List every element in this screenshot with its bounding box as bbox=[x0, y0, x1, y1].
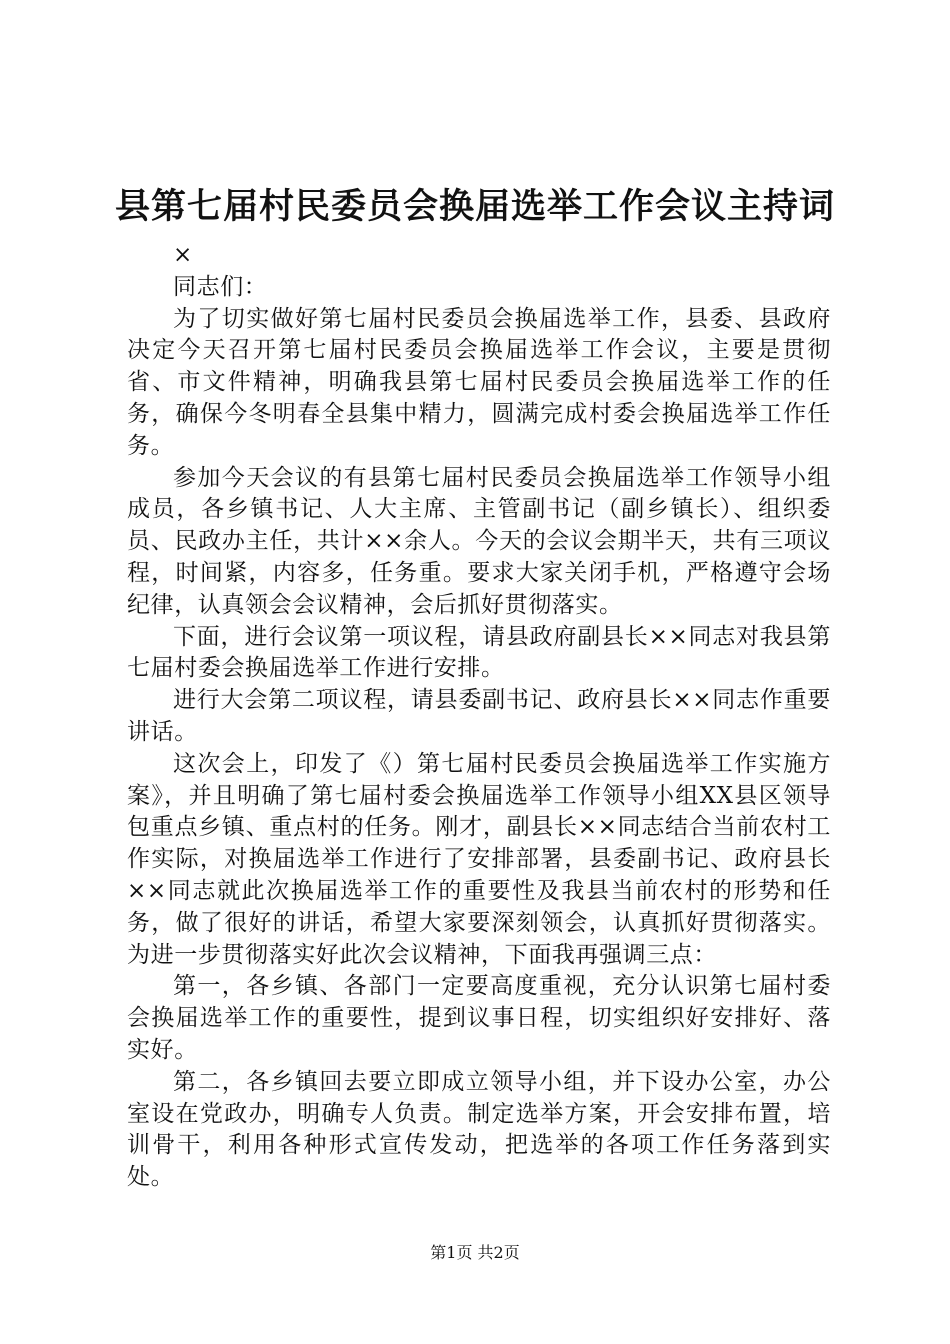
paragraph-summary: 这次会上，印发了《）第七届村民委员会换届选举工作实施方案》，并且明确了第七届村委会换届选举工作领导小组XX县区领导包重点乡镇、重点村的任务。刚才，副县长××同志结合当前农村工作实际，对换届选举工作进行了安排部署，县委副书记、政府县长××同志就此次换届选举工作的重要性及我县当前农村的形势和任务，做了很好的讲话，希望大家要深刻领会，认真抓好贯彻落实。为进一步贯彻落实好此次会议精神，下面我再强调三点： bbox=[127, 750, 831, 968]
paragraph-point-1: 第一，各乡镇、各部门一定要高度重视，充分认识第七届村委会换届选举工作的重要性，提到议事日程，切实组织好安排好、落实好。 bbox=[127, 973, 831, 1063]
document-title: 县第七届村民委员会换届选举工作会议主持词 bbox=[114, 187, 835, 227]
paragraph-opening: 为了切实做好第七届村民委员会换届选举工作，县委、县政府决定今天召开第七届村民委员会换届选举工作会议，主要是贯彻省、市文件精神，明确我县第七届村民委员会换届选举工作的任务，确保今冬明春全县集中精力，圆满完成村委会换届选举工作任务。 bbox=[127, 305, 831, 459]
paragraph-agenda-item-2: 进行大会第二项议程，请县委副书记、政府县长××同志作重要讲话。 bbox=[127, 687, 831, 745]
document-body bbox=[127, 240, 831, 1194]
paragraph-attendees: 参加今天会议的有县第七届村民委员会换届选举工作领导小组成员，各乡镇书记、人大主席、主管副书记（副乡镇长）、组织委员、民政办主任，共计××余人。今天的会议会期半天，共有三项议程，时间紧，内容多，任务重。要求大家关闭手机，严格遵守会场纪律，认真领会会议精神，会后抓好贯彻落实。 bbox=[127, 464, 831, 618]
paragraph-salutation: 同志们： bbox=[173, 273, 268, 300]
paragraph-placeholder-mark: × bbox=[173, 242, 193, 268]
page-footer: 第1页 共2页 bbox=[430, 1243, 520, 1262]
paragraph-agenda-item-1: 下面，进行会议第一项议程，请县政府副县长××同志对我县第七届村委会换届选举工作进行安排。 bbox=[127, 623, 831, 682]
paragraph-point-2: 第二，各乡镇回去要立即成立领导小组，并下设办公室，办公室设在党政办，明确专人负责。制定选举方案，开会安排布置，培训骨干，利用各种形式宣传发动，把选举的各项工作任务落到实处。 bbox=[127, 1068, 831, 1191]
